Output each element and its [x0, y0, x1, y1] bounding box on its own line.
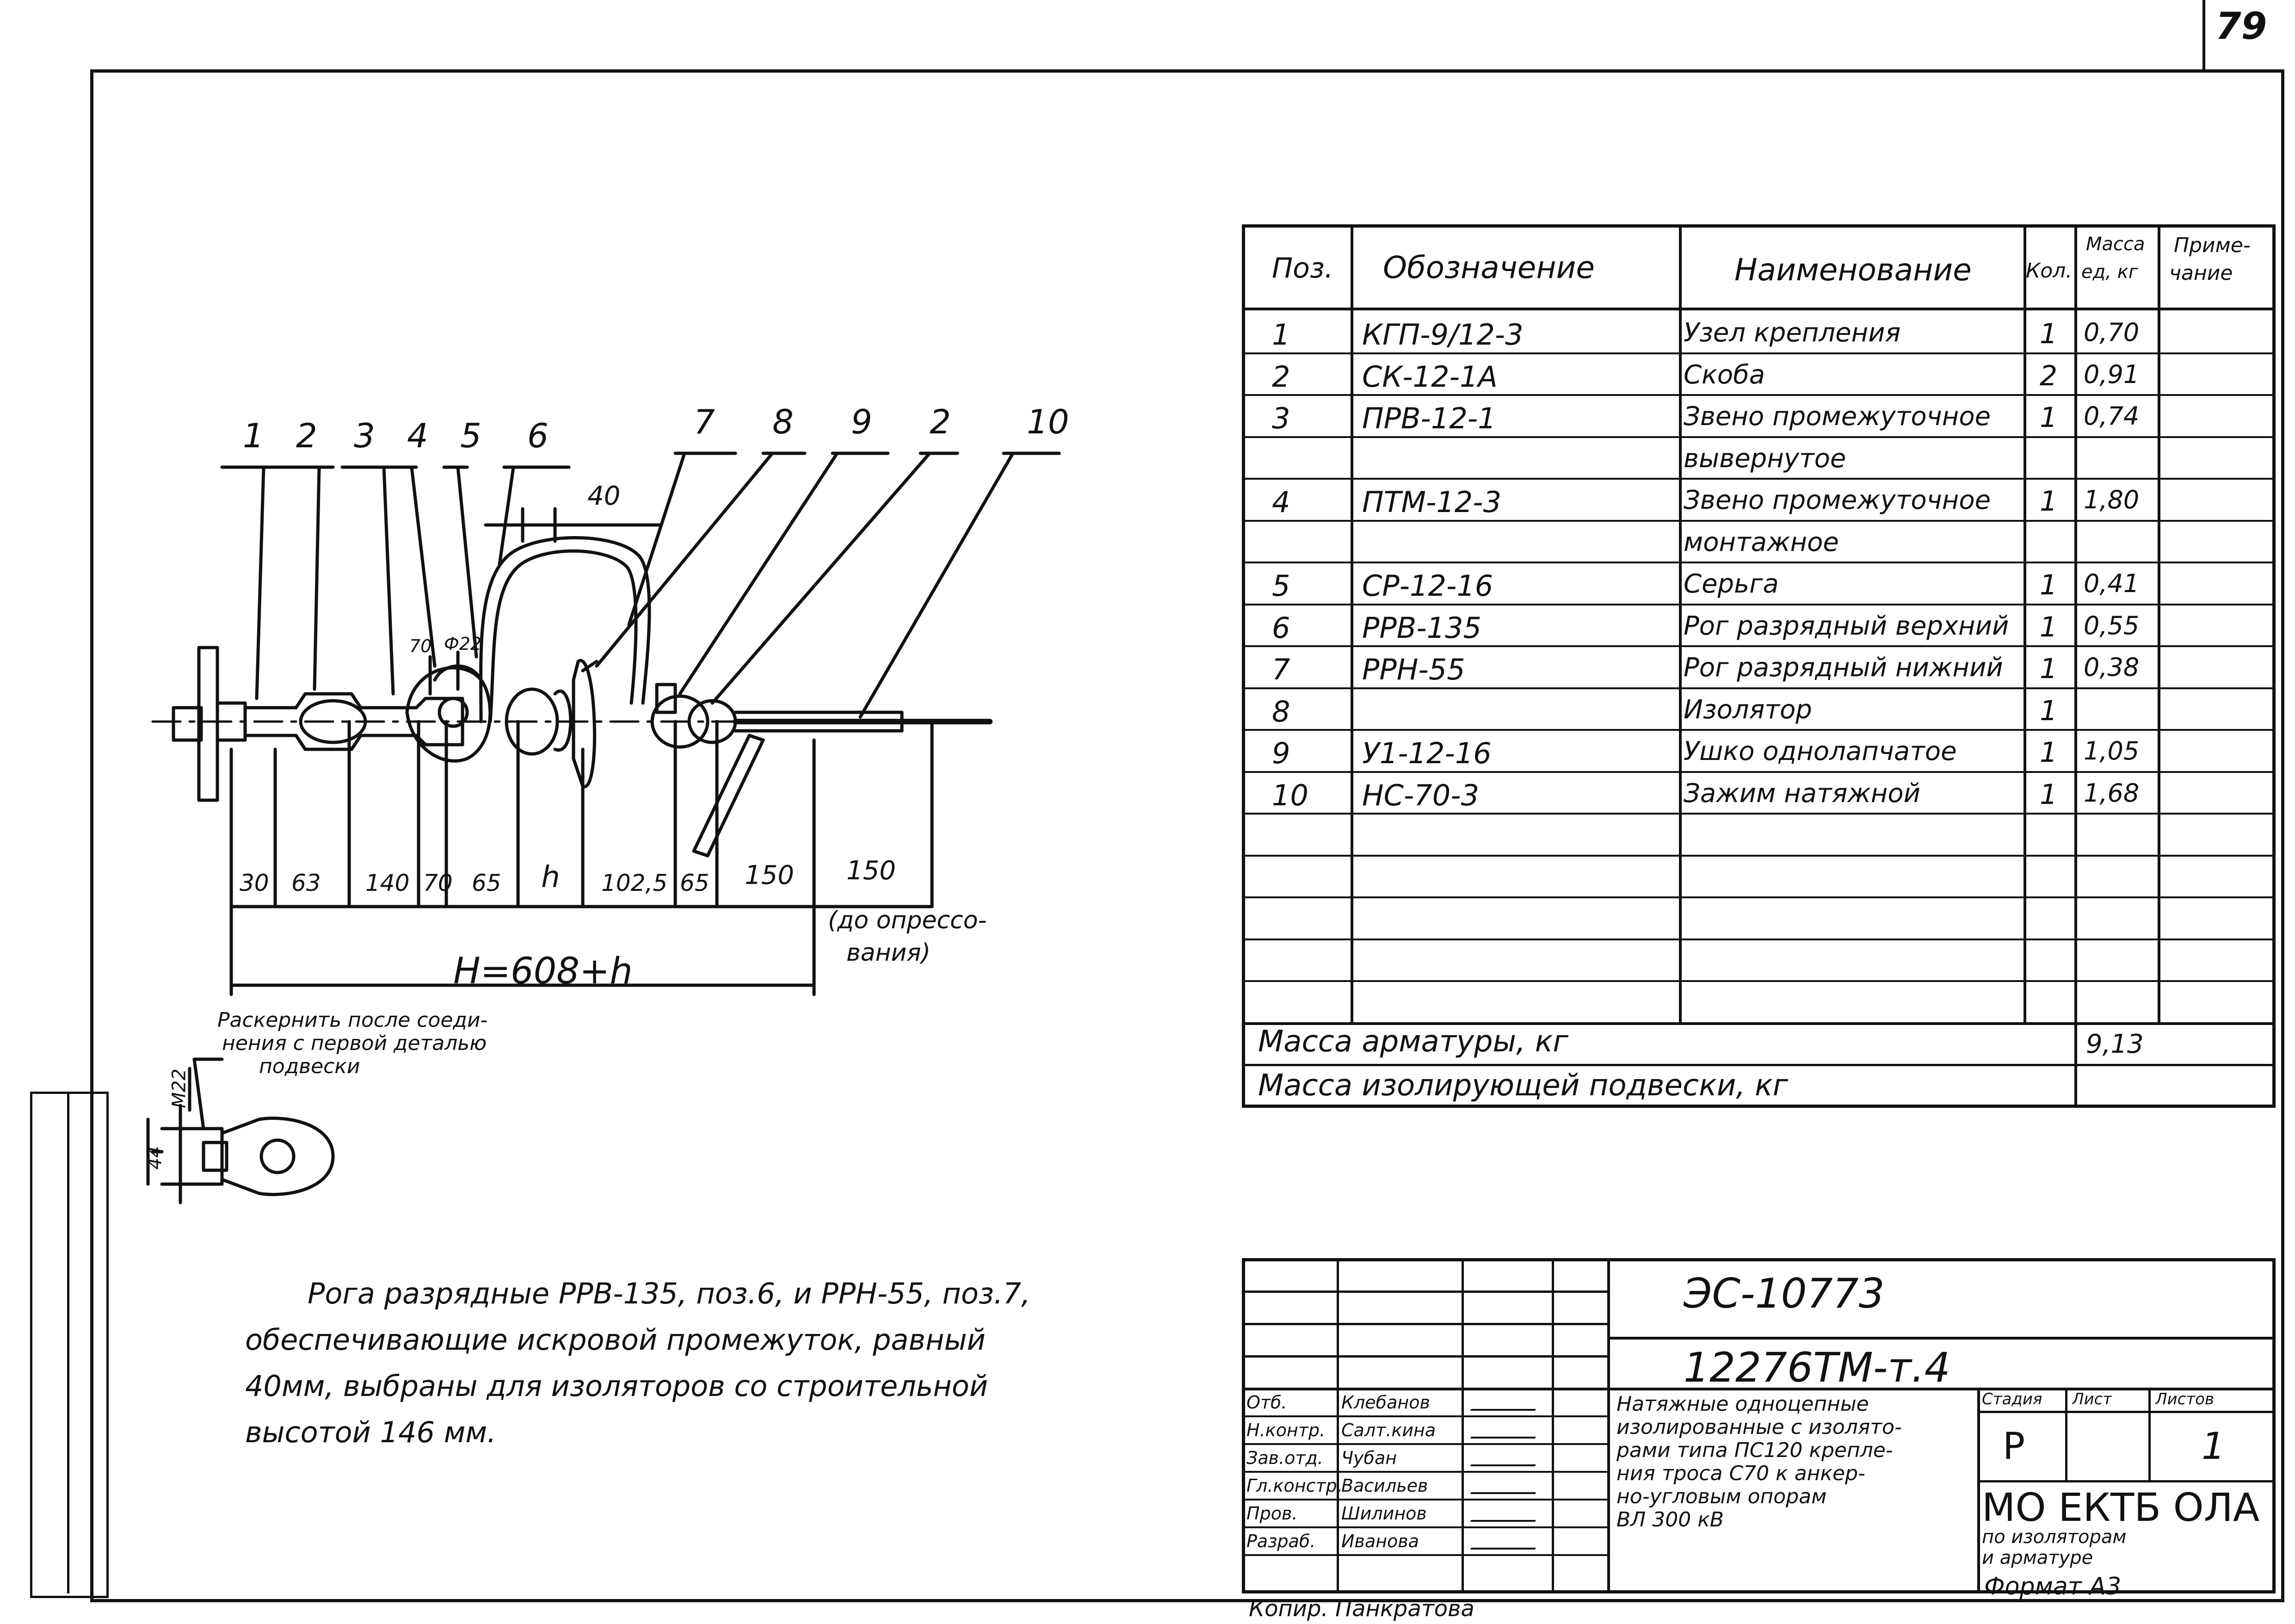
signature-role: Зав.отд. [1246, 1448, 1323, 1468]
cell-mass: 1,68 [2084, 778, 2140, 808]
stage-value: Р [2003, 1425, 2025, 1468]
cell-designation: НС-70-3 [1362, 778, 1479, 812]
cell-name: монтажное [1684, 527, 1839, 557]
col-header-designation: Обозначение [1383, 250, 1595, 285]
col-header-mass: ед, кг [2081, 261, 2138, 283]
drawing-number: 12276ТМ-т.4 [1684, 1344, 1950, 1391]
spec-row-line [1242, 394, 2276, 396]
organization-name: МО ЕКТБ ОЛА [1982, 1485, 2260, 1530]
cell-qty: 2 [2040, 359, 2058, 392]
note-line: Рога разрядные РРВ-135, поз.6, и РРН-55, поз.7, [308, 1277, 1030, 1310]
spec-row-line [1242, 520, 2276, 522]
detail-dim: М22 [168, 1068, 190, 1108]
spec-vline [1679, 224, 1682, 1022]
dim-value: h [541, 860, 560, 895]
note-line: высотой 146 мм. [245, 1415, 496, 1449]
spec-row-line [1242, 604, 2276, 605]
spec-row-line [1242, 478, 2276, 480]
dim-value: 65 [680, 870, 709, 896]
tb-hline [1242, 1526, 1607, 1528]
dim-label-top: 40 [587, 481, 621, 511]
cell-name: Звено промежуточное [1684, 485, 1991, 515]
tb-vline [1337, 1258, 1339, 1593]
signature-name: Чубан [1341, 1448, 1397, 1468]
signature-role: Отб. [1246, 1392, 1287, 1413]
drawing-title: изолированные с изолято- [1616, 1415, 1902, 1439]
spec-vline [2074, 224, 2077, 1108]
signature-stroke [1470, 1454, 1541, 1466]
cell-pos: 10 [1272, 778, 1308, 812]
signature-name: Салт.кина [1341, 1420, 1436, 1440]
dim-label-022: Ф22 [444, 634, 482, 654]
before-pressing-note: вания) [846, 939, 931, 967]
col-header-qty: Кол. [2026, 259, 2073, 283]
spec-row-line [1242, 729, 2276, 731]
pos-label: 2 [296, 416, 317, 455]
drawing-title: ВЛ 300 кВ [1616, 1508, 1724, 1531]
cell-pos: 2 [1272, 359, 1290, 394]
stage-label: Стадия [1982, 1390, 2042, 1408]
cell-mass: 0,74 [2084, 401, 2140, 431]
dim-value: 63 [291, 870, 321, 896]
tb-hline [1607, 1337, 2276, 1340]
pos-label: 2 [930, 402, 951, 441]
signature-name: Иванова [1341, 1531, 1419, 1551]
cell-name: Зажим натяжной [1684, 778, 1921, 809]
signature-role: Н.контр. [1246, 1420, 1326, 1440]
detail-dim: 44 [144, 1146, 166, 1170]
tb-hline [1242, 1323, 1607, 1325]
sheet-label: Лист [2072, 1390, 2112, 1408]
cell-pos: 8 [1272, 694, 1290, 729]
drawing-title: рами типа ПС120 крепле- [1616, 1439, 1893, 1462]
signature-stroke [1470, 1426, 1541, 1439]
signature-stroke [1470, 1538, 1541, 1550]
dim-value: 70 [423, 870, 453, 896]
cell-pos: 7 [1272, 653, 1290, 686]
dim-value: 102,5 [601, 870, 668, 896]
cell-pos: 6 [1272, 611, 1290, 645]
dim-value: 30 [240, 870, 269, 896]
cell-designation: СК-12-1А [1362, 359, 1498, 394]
tb-hline [1242, 1499, 1607, 1501]
format-label: Формат А3 [1984, 1573, 2122, 1600]
signature-name: Клебанов [1341, 1392, 1430, 1413]
detail-note: Раскернить после соеди- [217, 1008, 488, 1032]
col-header-name: Наименование [1734, 252, 1972, 288]
cell-qty: 1 [2040, 653, 2058, 685]
drawing-title: Натяжные одноцепные [1616, 1392, 1869, 1416]
tb-hline [1242, 1443, 1607, 1445]
note-line: обеспечивающие искровой промежуток, равный [245, 1323, 986, 1357]
spec-row-line [1242, 1022, 2276, 1024]
cell-name: Серьга [1684, 569, 1779, 599]
cell-designation: СР-12-16 [1362, 569, 1493, 603]
cell-name: Рог разрядный нижний [1684, 653, 2003, 683]
cell-name: Ушко однолапчатое [1684, 736, 1957, 766]
spec-row-line [1242, 813, 2276, 815]
cell-mass: 0,55 [2084, 611, 2140, 640]
cell-qty: 1 [2040, 778, 2058, 811]
cell-mass: 0,70 [2084, 318, 2140, 347]
drawing-title: ния троса С70 к анкер- [1616, 1462, 1865, 1485]
before-pressing-note: (до опрессо- [828, 907, 987, 934]
cell-name: Звено промежуточное [1684, 401, 1991, 432]
organization-sub: по изоляторам [1982, 1526, 2127, 1548]
cell-qty: 1 [2040, 401, 2058, 434]
cell-designation: ПТМ-12-3 [1362, 485, 1502, 519]
cell-pos: 5 [1272, 569, 1290, 603]
col-header-pos: Поз. [1272, 252, 1333, 284]
cell-name: Узел крепления [1684, 318, 1901, 348]
cell-name: Скоба [1684, 359, 1765, 390]
cell-mass: 1,05 [2084, 736, 2140, 766]
signature-role: Разраб. [1246, 1531, 1316, 1551]
detail-note: подвески [259, 1055, 360, 1078]
cell-pos: 1 [1272, 318, 1290, 352]
dim-label-70: 70 [409, 636, 432, 656]
mass-fittings-value: 9,13 [2086, 1029, 2144, 1059]
tb-hline [1242, 1471, 1607, 1473]
tb-hline [1977, 1411, 2276, 1413]
cell-name: Рог разрядный верхний [1684, 611, 2009, 641]
dim-value: 140 [365, 870, 410, 896]
copied-by: Копир. Панкратова [1249, 1596, 1474, 1622]
signature-name: Васильев [1341, 1476, 1428, 1496]
signature-stroke [1470, 1399, 1541, 1411]
tb-hline [1242, 1291, 1607, 1293]
sheets-label: Листов [2155, 1390, 2215, 1408]
spec-hline [1242, 308, 2276, 310]
detail-note: нения с первой деталью [222, 1031, 487, 1055]
spec-row-line [1242, 896, 2276, 898]
signature-stroke [1470, 1510, 1541, 1522]
organization-sub: и арматуре [1982, 1547, 2093, 1568]
signature-role: Пров. [1246, 1503, 1298, 1524]
tb-hline [1242, 1355, 1607, 1358]
cell-mass: 0,38 [2084, 653, 2140, 682]
dim-value: 65 [472, 870, 501, 896]
spec-row-line [1242, 939, 2276, 940]
cell-pos: 4 [1272, 485, 1290, 519]
tb-vline [2065, 1388, 2067, 1480]
cell-qty: 1 [2040, 736, 2058, 769]
mass-fittings-label: Масса арматуры, кг [1258, 1025, 1568, 1059]
cell-mass: 0,41 [2084, 569, 2140, 598]
tb-hline [1242, 1554, 1607, 1556]
sheets-value: 1 [2202, 1425, 2225, 1468]
pos-label: 7 [694, 402, 715, 441]
signature-stroke [1470, 1482, 1541, 1494]
cell-designation: ПРВ-12-1 [1362, 401, 1496, 435]
spec-vline [2158, 224, 2160, 1022]
col-header-mass: Масса [2086, 234, 2145, 255]
tb-vline [2148, 1388, 2151, 1480]
tb-vline [1607, 1258, 1610, 1593]
spec-row-line [1242, 352, 2276, 354]
cell-qty: 1 [2040, 569, 2058, 601]
cell-mass: 1,80 [2084, 485, 2140, 514]
col-header-note: чание [2169, 261, 2233, 285]
mass-suspension-label: Масса изолирующей подвески, кг [1258, 1068, 1789, 1103]
cell-qty: 1 [2040, 694, 2058, 727]
signature-name: Шилинов [1341, 1503, 1427, 1524]
cell-name: Изолятор [1684, 694, 1812, 725]
pos-label: 1 [243, 416, 264, 455]
page-number: 79 [2215, 5, 2267, 48]
spec-row-line [1242, 771, 2276, 773]
spec-row-line [1242, 645, 2276, 647]
spec-row-line [1242, 436, 2276, 438]
spec-row-line [1242, 687, 2276, 689]
cell-qty: 1 [2040, 611, 2058, 643]
pos-label: 9 [851, 402, 872, 441]
tb-vline [1977, 1388, 1980, 1593]
cell-mass: 0,91 [2084, 359, 2140, 389]
pos-label: 4 [407, 416, 428, 455]
cell-name: вывернутое [1684, 443, 1846, 474]
dim-value: 150 [846, 856, 896, 886]
tb-hline [1977, 1480, 2276, 1482]
cell-designation: РРВ-135 [1362, 611, 1482, 645]
cell-designation: КГП-9/12-3 [1362, 318, 1524, 352]
col-header-note: Приме- [2174, 234, 2251, 257]
dim-value: 150 [745, 860, 794, 890]
cell-qty: 1 [2040, 485, 2058, 518]
note-line: 40мм, выбраны для изоляторов со строительной [245, 1369, 988, 1403]
pos-label: 8 [772, 402, 794, 441]
drawing-title: но-угловым опорам [1616, 1485, 1827, 1508]
tb-vline [1462, 1258, 1464, 1593]
cell-pos: 9 [1272, 736, 1290, 770]
tb-hline [1242, 1415, 1607, 1417]
pos-label: 6 [527, 416, 549, 455]
spec-vline [1351, 224, 1353, 1022]
cell-qty: 1 [2040, 318, 2058, 350]
spec-hline [1242, 1064, 2276, 1066]
cell-designation: У1-12-16 [1362, 736, 1492, 770]
document-code: ЭС-10773 [1684, 1270, 1885, 1317]
spec-row-line [1242, 980, 2276, 982]
pos-label: 10 [1027, 402, 1069, 441]
pos-label: 3 [354, 416, 375, 455]
spec-row-line [1242, 562, 2276, 563]
spec-vline [2024, 224, 2026, 1022]
cell-designation: РРН-55 [1362, 653, 1465, 686]
pos-label: 5 [460, 416, 481, 455]
signature-role: Гл.констр. [1246, 1476, 1343, 1496]
tb-vline [1552, 1258, 1554, 1593]
spec-row-line [1242, 855, 2276, 857]
cell-pos: 3 [1272, 401, 1290, 435]
total-length-formula: H=608+h [453, 951, 633, 992]
